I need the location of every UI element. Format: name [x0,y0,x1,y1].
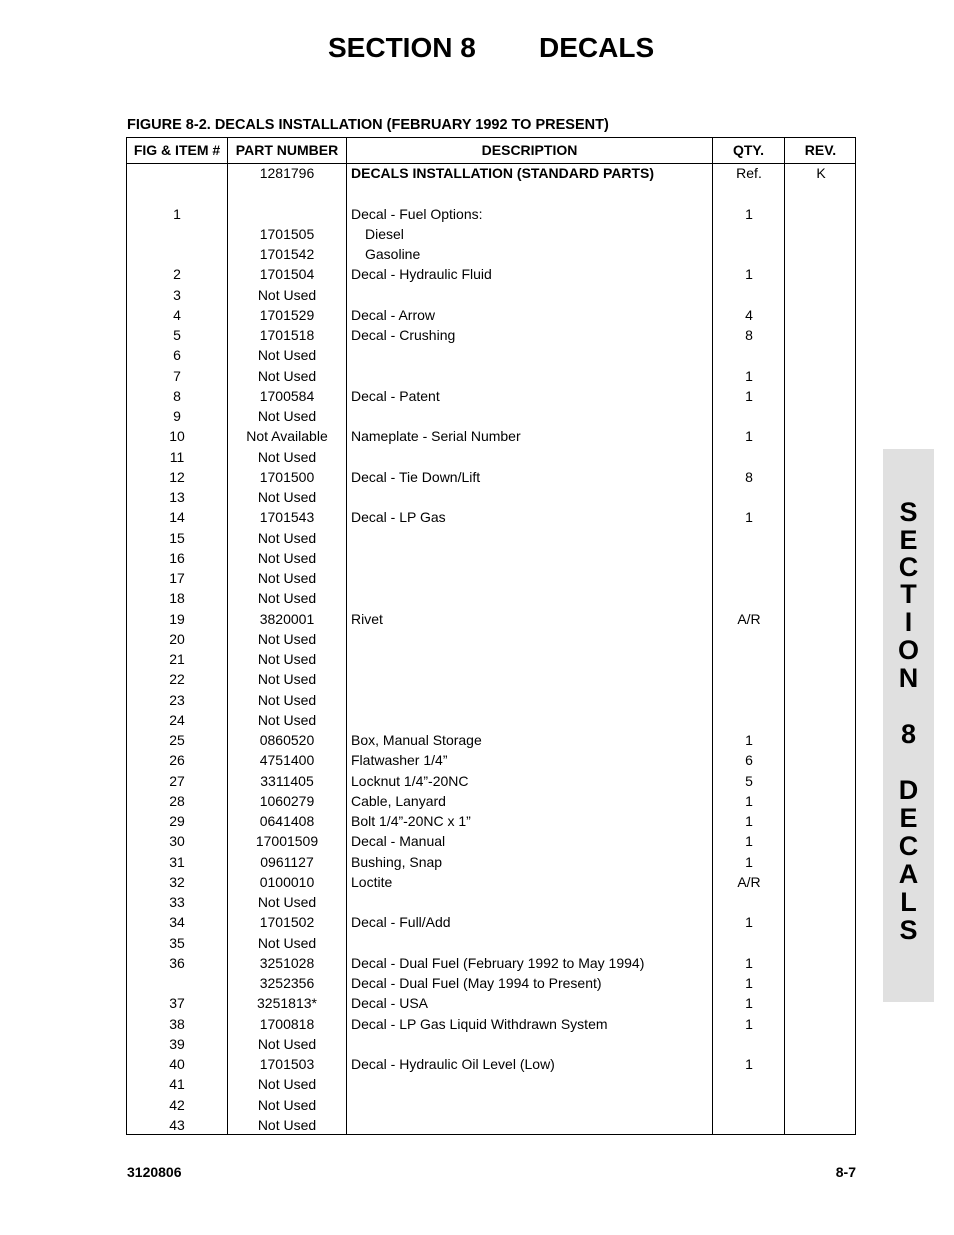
item-number: 28 [169,792,185,809]
revision: K [816,165,826,181]
item-number: 10 [169,428,185,445]
item-number: 35 [169,934,185,951]
table-row [127,507,857,527]
part-number: 3251813* [257,995,317,1012]
part-number: Not Used [257,1096,317,1113]
description: Decal - Manual [351,833,446,850]
table-row [127,609,857,629]
part-number: Not Used [257,529,317,546]
table-row [127,1014,857,1034]
quantity: Ref. [736,165,762,181]
side-tab-letter: D [898,775,919,805]
description: Bushing, Snap [351,853,443,870]
part-number: Not Used [257,549,317,566]
item-number: 27 [169,772,185,789]
item-number: 8 [173,387,181,404]
parts-table [126,137,856,1135]
description: Decal - Patent [351,387,440,404]
quantity: 4 [745,306,753,323]
table-row [127,224,857,244]
document-number: 3120806 [127,1164,182,1180]
table-row [127,669,857,689]
header-part-number: PART NUMBER [235,142,339,158]
side-tab-letter: O [897,635,919,665]
part-number: Not Used [257,489,317,505]
quantity: 1 [745,205,753,222]
item-number: 2 [173,266,181,283]
quantity: 1 [745,1056,753,1072]
item-number: 14 [169,509,185,526]
part-number: 3311405 [260,772,314,789]
part-number: Not Available [246,428,328,445]
description: Decal - LP Gas [351,509,446,526]
table-row [127,447,857,467]
part-number: Not Used [257,448,317,465]
item-number: 15 [169,529,185,546]
part-number: 1701529 [259,306,315,323]
table-row [127,771,857,791]
table-row [127,285,857,305]
table-row [127,1034,857,1054]
table-row [127,1054,857,1074]
item-number: 20 [169,630,185,647]
part-number: 3252356 [259,975,315,991]
item-number: 29 [169,813,185,829]
description: Rivet [351,610,383,627]
quantity: 1 [745,1015,753,1032]
table-row [127,710,857,730]
table-row [127,730,857,750]
header-rev: REV. [804,142,837,158]
part-number: 1700818 [259,1015,315,1032]
part-number: 17001509 [255,833,319,850]
description: Decal - Hydraulic Oil Level (Low) [351,1056,555,1072]
part-number: Not Used [257,630,317,647]
quantity: 1 [745,975,753,991]
table-row [127,629,857,649]
part-number: 0100010 [259,873,315,890]
part-number: 1701543 [259,509,315,526]
table-row [127,183,857,203]
quantity: 1 [745,995,753,1012]
part-number: Not Used [257,367,317,384]
side-tab-letter: I [904,607,913,637]
quantity: 5 [745,772,753,789]
table-row [127,1074,857,1094]
item-number: 3 [173,286,181,303]
table-row [127,487,857,507]
table-row [127,811,857,831]
item-number: 17 [169,570,185,586]
item-number: 38 [169,1015,185,1032]
quantity: 1 [745,509,753,526]
section-name: DECALS [539,32,655,63]
description: Decal - USA [351,995,429,1012]
description: Loctite [351,873,393,890]
item-number: 32 [169,873,185,890]
item-number: 18 [169,590,185,607]
part-number: 1701502 [259,914,315,931]
part-number: 1701500 [259,468,315,485]
item-number: 21 [169,651,185,667]
description: Decal - Fuel Options: [351,205,483,222]
part-number: Not Used [257,671,317,688]
part-number: 1701542 [259,246,315,262]
table-row [127,163,857,183]
table-row [127,386,857,406]
item-number: 37 [169,995,185,1012]
part-number: 1060279 [259,792,315,809]
description: Decal - Crushing [351,327,456,343]
description: Decal - LP Gas Liquid Withdrawn System [351,1015,608,1032]
side-tab-letter: C [898,552,919,582]
description: Box, Manual Storage [351,732,482,748]
description: Decal - Hydraulic Fluid [351,266,492,283]
item-number: 25 [169,732,185,748]
table-row [127,568,857,588]
header-item: FIG & ITEM # [133,142,221,158]
part-number: Not Used [257,934,317,951]
item-number: 16 [169,549,185,566]
item-number: 34 [169,914,185,931]
part-number: Not Used [257,570,317,586]
part-number: Not Used [257,1116,317,1133]
table-row [127,933,857,953]
part-number: Not Used [257,691,317,708]
table-row [127,1115,857,1135]
part-number: Not Used [257,711,317,728]
part-number: 3251028 [259,954,315,971]
item-number: 39 [169,1035,185,1052]
table-row [127,366,857,386]
table-row [127,548,857,568]
part-number: 3820001 [259,610,315,627]
item-number: 4 [173,306,181,323]
part-number: 1700584 [259,387,315,404]
item-number: 31 [169,853,185,870]
item-number: 30 [169,833,185,850]
quantity: 1 [745,387,753,404]
part-number: 1701503 [259,1056,315,1072]
table-row [127,690,857,710]
part-number: 0961127 [260,853,314,870]
table-row [127,892,857,912]
table-row [127,750,857,770]
side-tab-letter: S [899,915,918,945]
table-row [127,649,857,669]
item-number: 43 [169,1116,185,1133]
side-tab-letter: A [898,859,919,889]
description: Locknut 1/4”-20NC [351,772,469,789]
table-row [127,204,857,224]
quantity: 1 [745,954,753,971]
description: Decal - Dual Fuel (May 1994 to Present) [351,975,602,991]
part-number: Not Used [257,1035,317,1052]
part-number: Not Used [257,651,317,667]
table-row [127,345,857,365]
item-number: 40 [169,1056,185,1072]
side-tab-letter: N [898,663,919,693]
table-row [127,852,857,872]
quantity: 1 [745,853,753,870]
quantity: 8 [745,468,753,485]
item-number: 11 [169,448,185,465]
side-tab-letter: S [899,497,918,527]
table-row [127,244,857,264]
quantity: 1 [745,367,753,384]
description: Diesel [365,225,404,242]
part-number: Not Used [257,347,317,364]
table-row [127,406,857,426]
page-number: 8-7 [835,1164,856,1180]
side-tab-letter: E [899,803,918,833]
quantity: A/R [737,610,761,627]
table-row [127,831,857,851]
section-heading [0,32,954,72]
side-tab-letter: E [899,525,918,555]
quantity: 1 [745,266,753,283]
table-row [127,467,857,487]
side-tab-letter: 8 [900,719,917,749]
item-number: 23 [169,691,185,708]
part-number: 0641408 [259,813,315,829]
item-number: 22 [169,671,185,688]
quantity: 6 [745,752,753,769]
table-row [127,912,857,932]
description: Decal - Dual Fuel (February 1992 to May 1994) [351,954,645,971]
description: Bolt 1/4”-20NC x 1” [351,813,471,829]
description: Decal - Full/Add [351,914,451,931]
item-number: 19 [169,610,185,627]
item-number: 7 [173,367,181,384]
side-tab-letter: T [900,579,917,609]
quantity: 1 [745,428,753,445]
part-number: Not Used [257,1076,317,1093]
table-row [127,1095,857,1115]
table-row [127,791,857,811]
item-number: 5 [173,327,181,343]
part-number: 1701518 [259,327,315,343]
item-number: 42 [169,1096,185,1113]
table-row [127,528,857,548]
section-side-tab [883,449,934,1002]
header-qty: QTY. [732,142,765,158]
table-row [127,325,857,345]
description: Nameplate - Serial Number [351,428,521,445]
description: Flatwasher 1/4” [351,752,448,769]
table-row [127,872,857,892]
description: Decal - Arrow [351,306,436,323]
section-number: SECTION 8 [328,32,476,63]
item-number: 36 [169,954,185,971]
part-number: Not Used [257,894,317,910]
quantity: 1 [745,833,753,850]
item-number: 24 [169,711,185,728]
item-number: 9 [173,408,181,424]
part-number: Not Used [257,286,317,303]
side-tab-letter: C [898,831,919,861]
table-row [127,305,857,325]
quantity: 8 [745,327,753,343]
side-tab-letter: L [900,887,917,917]
description: Gasoline [365,246,421,262]
table-row [127,426,857,446]
quantity: 1 [745,914,753,931]
quantity: 1 [745,813,753,829]
figure-title: FIGURE 8-2. DECALS INSTALLATION (FEBRUARY 1992 TO PRESENT) [127,117,609,133]
part-number: Not Used [257,590,317,607]
header-description: DESCRIPTION [481,142,578,158]
part-number: 1701505 [259,225,315,242]
part-number: Not Used [257,408,317,424]
item-number: 13 [169,489,185,505]
description: Cable, Lanyard [351,792,446,809]
table-row [127,993,857,1013]
item-number: 1 [173,205,181,222]
table-row [127,973,857,993]
description: DECALS INSTALLATION (STANDARD PARTS) [351,165,655,181]
item-number: 33 [169,894,185,910]
table-row [127,588,857,608]
item-number: 26 [169,752,185,769]
table-row [127,264,857,284]
part-number: 4751400 [259,752,315,769]
table-row [127,953,857,973]
item-number: 41 [169,1076,185,1093]
quantity: A/R [737,873,761,890]
quantity: 1 [745,732,753,748]
part-number: 0860520 [259,732,315,748]
item-number: 12 [169,468,185,485]
part-number: 1281796 [259,165,315,181]
description: Decal - Tie Down/Lift [351,468,481,485]
part-number: 1701504 [259,266,315,283]
item-number: 6 [173,347,181,364]
quantity: 1 [745,792,753,809]
